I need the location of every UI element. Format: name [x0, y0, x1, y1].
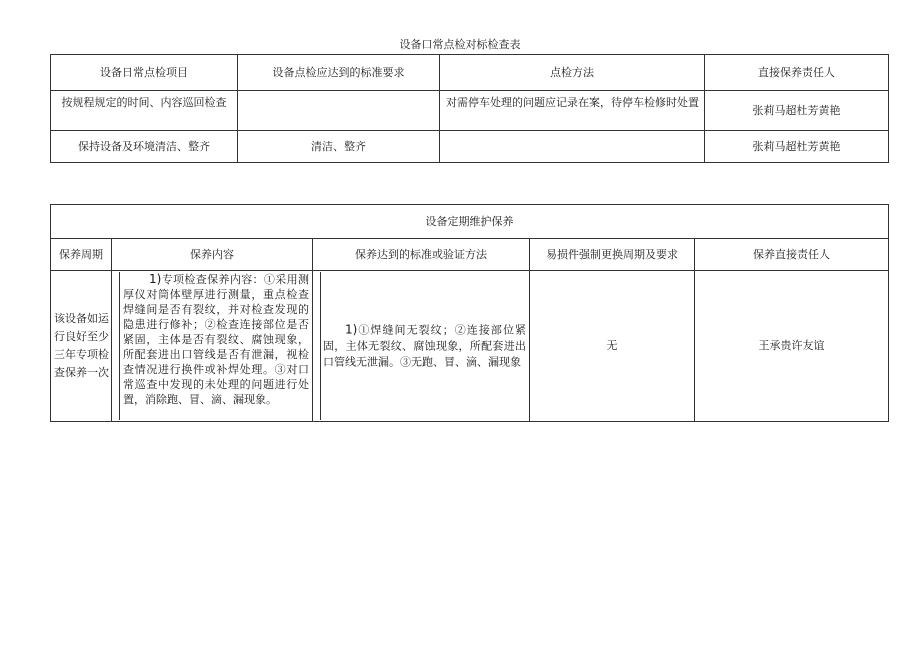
method-cell [440, 131, 705, 163]
maintenance-period-cell: 该设备如运行良好至少三年专项检查保养一次 [51, 271, 112, 422]
table-row [51, 271, 889, 422]
maintenance-standard-text [320, 322, 529, 371]
header-cell: 保养内容 [112, 239, 313, 271]
table-row [51, 91, 889, 131]
maintenance-content-text [119, 272, 312, 407]
table-title-row [51, 205, 889, 239]
table-header-row [51, 55, 889, 91]
method-cell: 对需停车处理的问题应记录在案，待停车检修时处置 [440, 91, 705, 131]
header-cell: 设备点检应达到的标准要求 [238, 55, 440, 91]
table-header-row [51, 239, 889, 271]
daily-inspection-title: 设备口常点检对标检查表 [399, 38, 521, 51]
header-cell: 设备日常点检项目 [51, 55, 238, 91]
inspection-item-cell: 保持设备及环境清洁、整齐 [51, 131, 238, 163]
responsible-person-cell: 张莉马超杜芳黄艳 [705, 131, 889, 163]
standard-cell: 清洁、整齐 [238, 131, 440, 163]
responsible-person-cell: 张莉马超杜芳黄艳 [705, 91, 889, 131]
table-row [51, 131, 889, 163]
maintenance-content-box [112, 272, 312, 420]
maintenance-standard-cell [313, 271, 530, 422]
header-cell: 保养达到的标准或验证方法 [313, 239, 530, 271]
wear-parts-cell: 无 [530, 271, 695, 422]
list-number: 1) [149, 272, 162, 286]
header-cell: 直接保养责任人 [705, 55, 889, 91]
inspection-item-cell: 按规程规定的时间、内容巡回检查 [51, 91, 238, 131]
list-number: 1) [345, 322, 358, 337]
header-cell: 易损件强制更换周期及要求 [530, 239, 695, 271]
maintenance-standard-box [313, 272, 529, 420]
header-cell: 点检方法 [440, 55, 705, 91]
header-cell: 保养直接责任人 [695, 239, 889, 271]
responsible-person-cell: 王承贵许友谊 [695, 271, 889, 422]
maintenance-content-cell [112, 271, 313, 422]
header-cell: 保养周期 [51, 239, 112, 271]
periodic-maintenance-title: 设备定期维护保养 [51, 205, 889, 239]
maintenance-content-body: 专项检查保养内容：①采用测厚仪对筒体壁厚进行测量，重点检查焊缝间是否有裂纹，并对检查发现的隐患进行修补；②检查连接部位是否紧固，主体是否有裂纹、腐蚀现象，所配套进出口管线是否有泄漏，视检查情况进行换件或补焊处理。③对口常巡查中发现的未处理的问题进行处置，消除跑、冒、滴、漏现象。 [123, 273, 309, 406]
standard-cell [238, 91, 440, 131]
maintenance-standard-body: ①焊缝间无裂纹；②连接部位紧固，主体无裂纹、腐蚀现象，所配套进出口管线无泄漏。③无跑、冒、滴、漏现象 [323, 323, 526, 369]
periodic-maintenance-table [50, 204, 889, 422]
daily-inspection-table [50, 54, 889, 163]
